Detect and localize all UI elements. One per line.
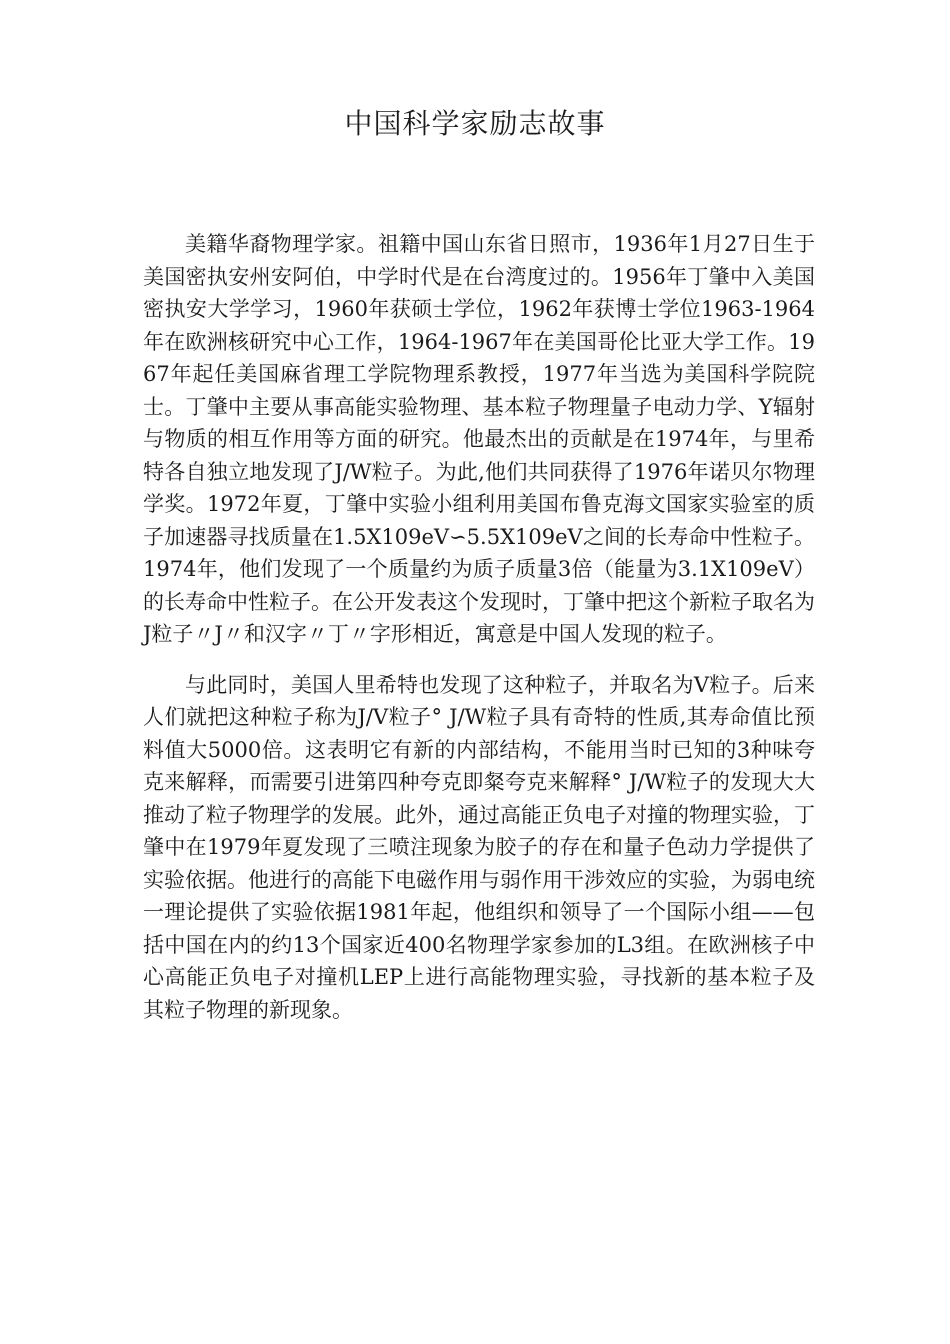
document-body bbox=[143, 228, 815, 1044]
paragraph-2: 与此同时，美国人里希特也发现了这种粒子，并取名为V粒子。后来人们就把这种粒子称为J/V粒子° J/W粒子具有奇特的性质,其寿命值比预料值大5000倍。这表明它有新的内部结构，不能用当时已知的3种味夸克来解释，而需要引进第四种夸克即粲夸克来解释° J/W粒子的发现大大推动了粒子物理学的发展。此外，通过高能正负电子对撞的物理实验，丁肇中在1979年夏发现了三喷注现象为胶子的存在和量子色动力学提供了实验依据。他进行的高能下电磁作用与弱作用干涉效应的实验，为弱电统一理论提供了实验依据1981年起，他组织和领导了一个国际小组——包括中国在内的约13个国家近400名物理学家参加的L3组。在欧洲核子中心高能正负电子对撞机LEP上进行高能物理实验，寻找新的基本粒子及其粒子物理的新现象。 bbox=[143, 672, 815, 1022]
paragraph-1: 美籍华裔物理学家。祖籍中国山东省日照市，1936年1月27日生于美国密执安州安阿伯，中学时代是在台湾度过的。1956年丁肇中入美国密执安大学学习，1960年获硕士学位，1962年获博士学位1963-1964年在欧洲核研究中心工作，1964-1967年在美国哥伦比亚大学工作。1967年起任美国麻省理工学院物理系教授，1977年当选为美国科学院院士。丁肇中主要从事高能实验物理、基本粒子物理量子电动力学、Y辐射与物质的相互作用等方面的研究。他最杰出的贡献是在1974年，与里希特各自独立地发现了J/W粒子。为此,他们共同获得了1976年诺贝尔物理学奖。1972年夏，丁肇中实验小组利用美国布鲁克海文国家实验室的质子加速器寻找质量在1.5X109eV∽5.5X109eV之间的长寿命中性粒子。1974年，他们发现了一个质量约为质子质量3倍（能量为3.1X109eV）的长寿命中性粒子。在公开发表这个发现时，丁肇中把这个新粒子取名为J粒子〃J〃和汉字〃丁〃字形相近，寓意是中国人发现的粒子。 bbox=[143, 232, 815, 646]
page-title: 中国科学家励志故事 bbox=[344, 107, 606, 140]
